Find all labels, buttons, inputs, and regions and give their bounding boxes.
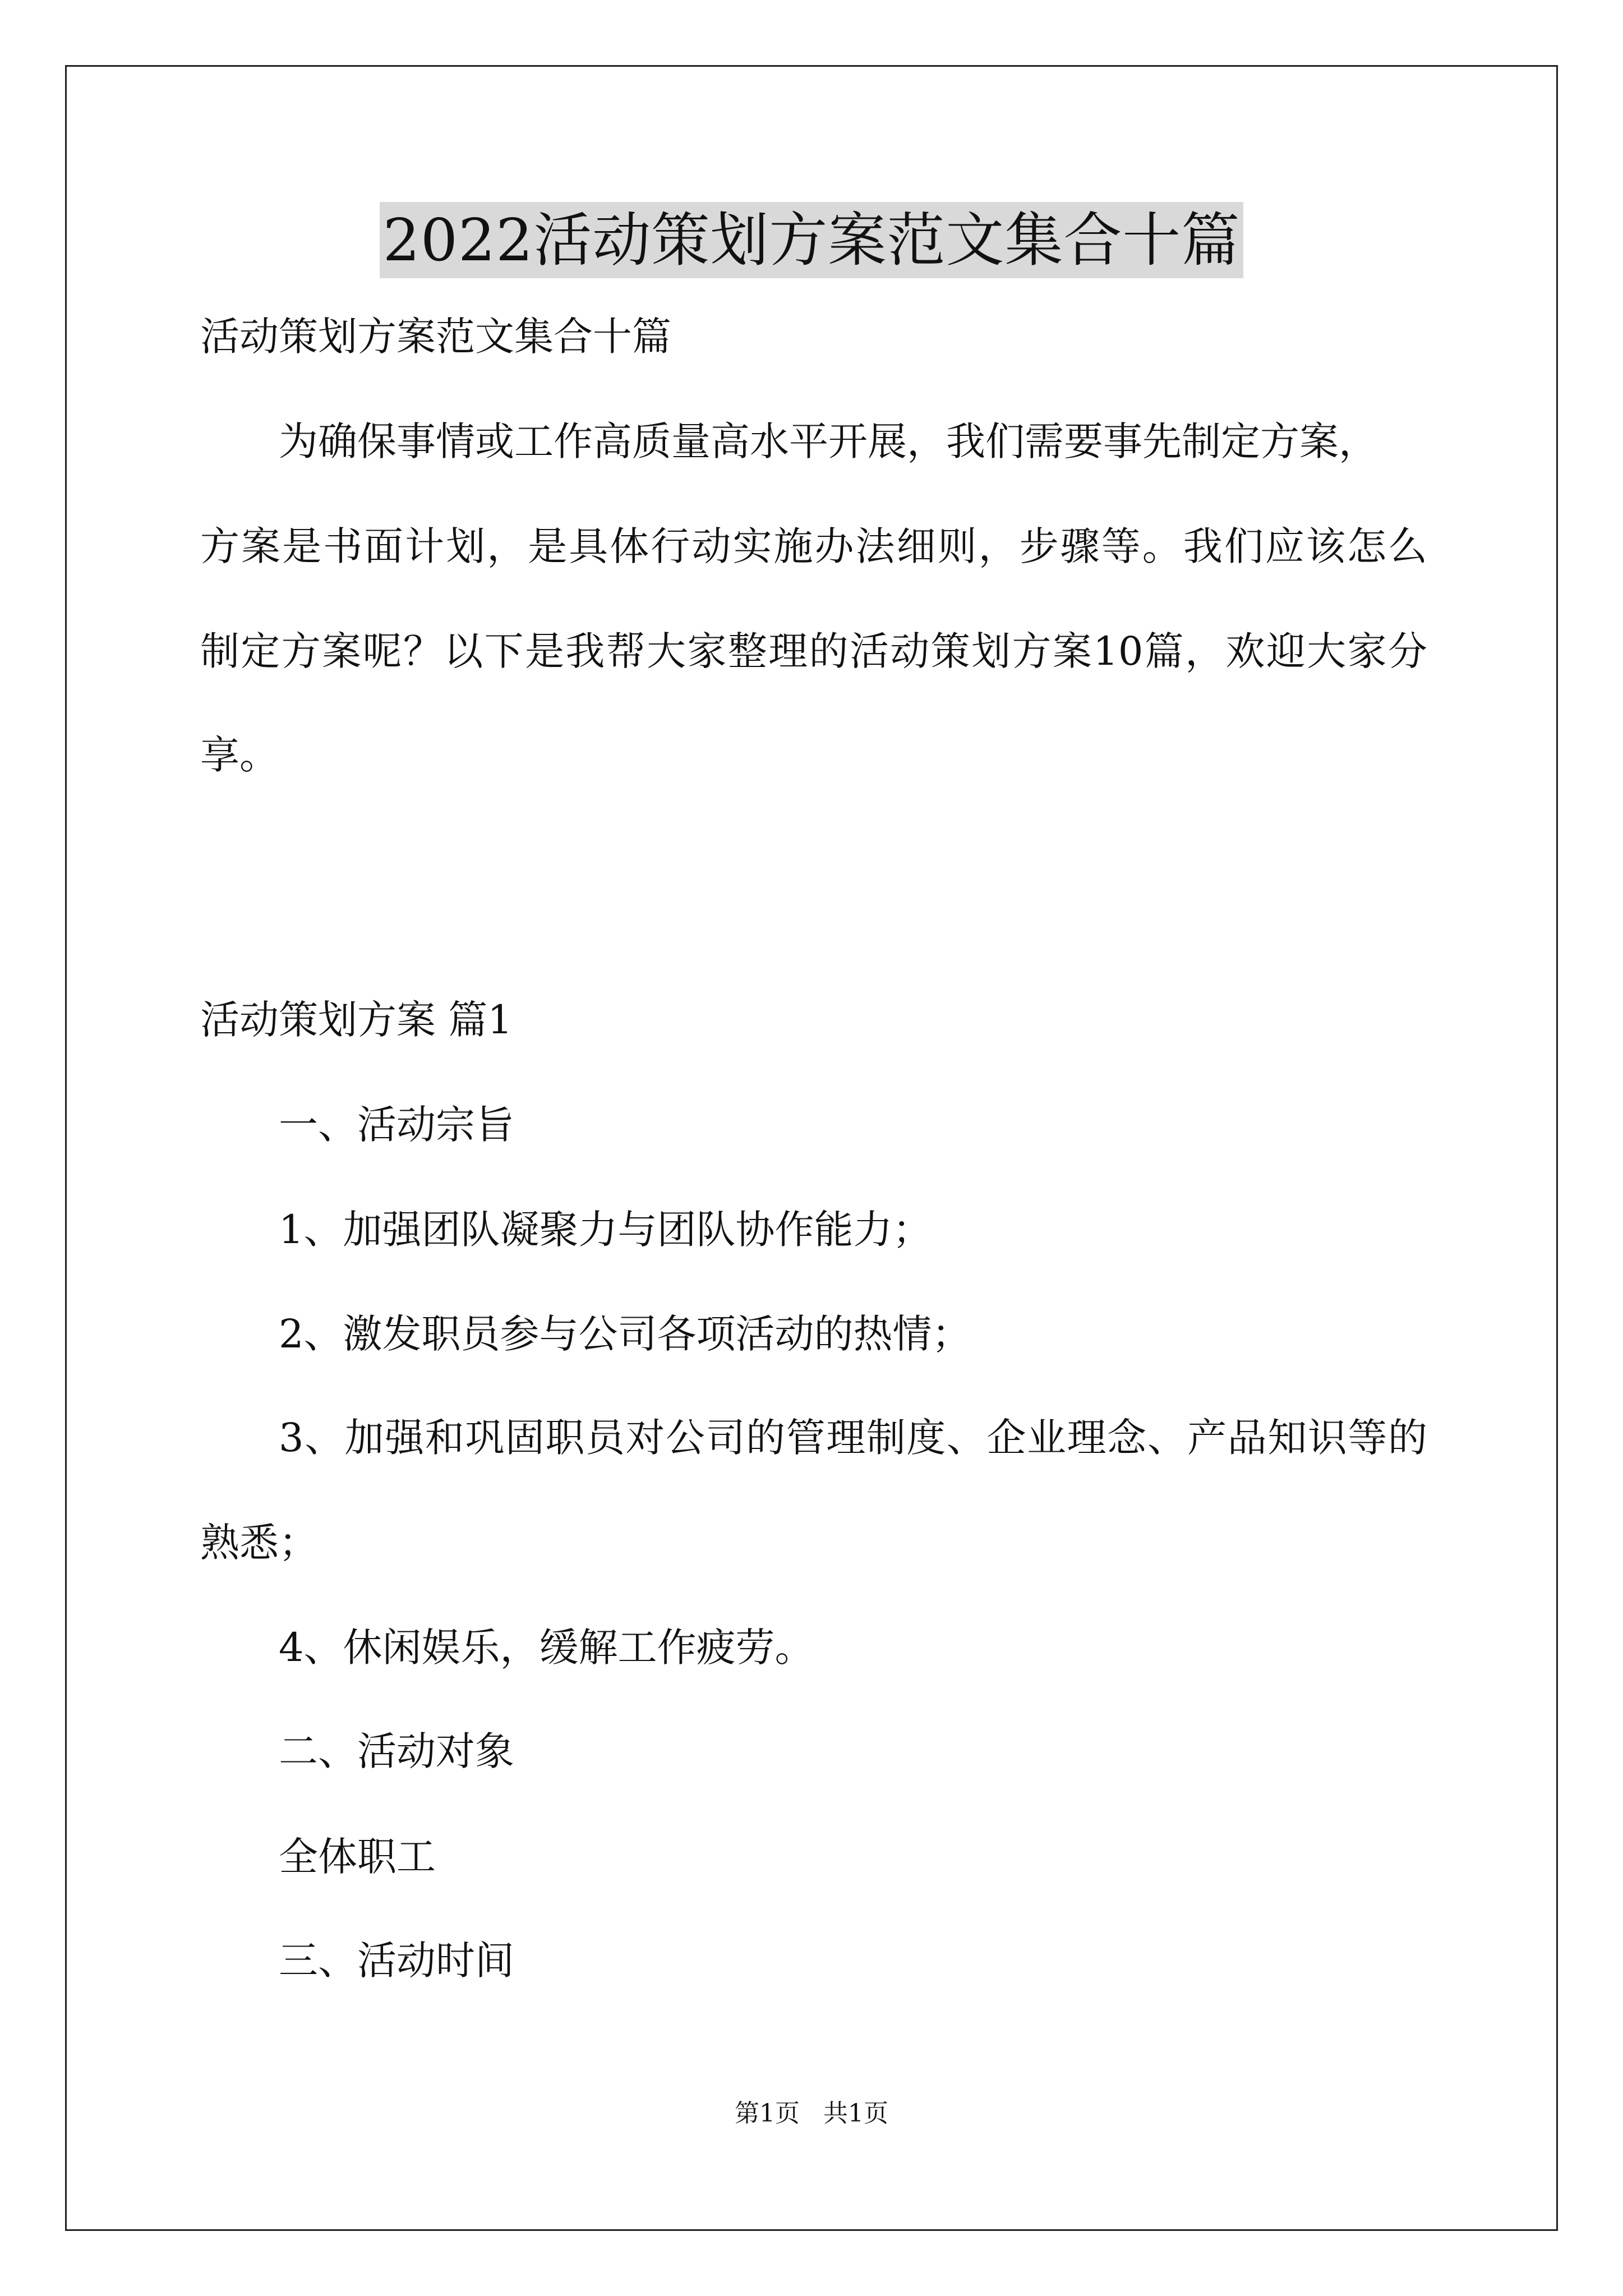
purpose-item-3-line-1: 3、加强和巩固职员对公司的管理制度、企业理念、产品知识等的 [279, 1415, 1427, 1461]
document-title: 2022活动策划方案范文集合十篇 [380, 202, 1244, 278]
page-number: 第1页 [735, 2099, 800, 2128]
purpose-item-4: 4、休闲娱乐，缓解工作疲劳。 [279, 1625, 814, 1671]
purpose-item-1: 1、加强团队凝聚力与团队协作能力； [279, 1207, 932, 1253]
target-heading: 二、活动对象 [279, 1728, 514, 1774]
page-footer [0, 2097, 1623, 2131]
page-total: 共1页 [823, 2099, 888, 2128]
purpose-item-3-line-2: 熟悉； [200, 1520, 318, 1566]
purpose-item-2: 2、激发职员参与公司各项活动的热情； [279, 1311, 971, 1357]
section-heading: 活动策划方案 篇1 [200, 997, 513, 1043]
title-container [0, 202, 1623, 278]
intro-line-4: 享。 [200, 732, 279, 778]
intro-line-3: 制定方案呢？以下是我帮大家整理的活动策划方案10篇，欢迎大家分 [200, 628, 1427, 674]
target-value: 全体职工 [279, 1834, 436, 1880]
intro-line-1: 为确保事情或工作高质量高水平开展，我们需要事先制定方案， [279, 418, 1378, 464]
time-heading: 三、活动时间 [279, 1938, 514, 1984]
intro-line-2: 方案是书面计划，是具体行动实施办法细则，步骤等。我们应该怎么 [200, 523, 1427, 569]
purpose-heading: 一、活动宗旨 [279, 1102, 514, 1148]
document-subtitle: 活动策划方案范文集合十篇 [200, 314, 671, 360]
